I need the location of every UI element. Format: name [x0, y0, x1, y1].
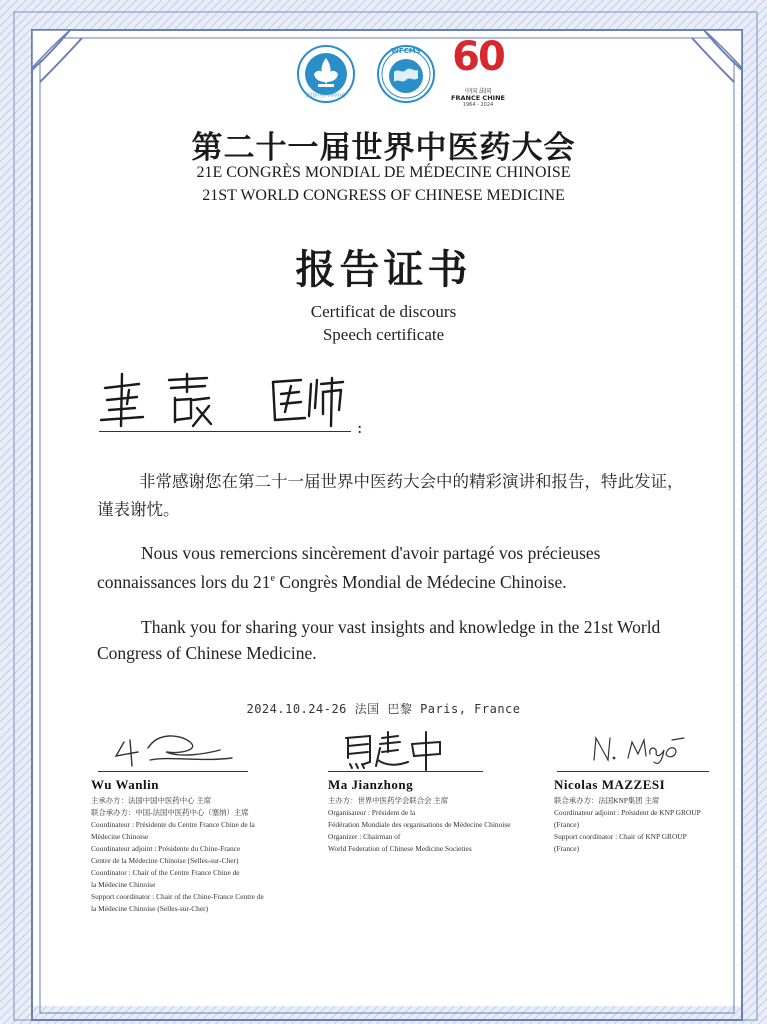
anniversary-logo-line1: 中国 法国	[465, 88, 491, 95]
recipient-handwritten-name	[95, 370, 355, 430]
signatory-1-line: Coordinateur adjoint : Présidente du Chine-France	[91, 844, 241, 853]
signatory-name-1: Wu Wanlin	[91, 777, 159, 792]
certificate-title-en: Speech certificate	[322, 325, 445, 344]
signatory-name-2: Ma Jianzhong	[328, 777, 414, 792]
body-text-fr-part2: Congrès Mondial de Médecine Chinoise.	[274, 571, 567, 592]
event-date-place: 2024.10.24-26 法国 巴黎 Paris, France	[246, 702, 521, 716]
signatory-1-line: Centre de la Médecine Chinoise (Selles-sur-Cher)	[91, 856, 239, 865]
signatory-2-line: 主办方：世界中医药学会联合会 主席	[328, 796, 449, 805]
recipient-colon: :	[357, 418, 363, 437]
signature-nicolas-mazzesi	[588, 732, 688, 768]
signature-wu-wanlin	[110, 728, 240, 770]
congress-title-en: 21ST WORLD CONGRESS OF CHINESE MEDICINE	[202, 187, 565, 204]
recipient-name-line	[99, 431, 351, 432]
tcm-centre-logo-label: 法国中医中药中心	[305, 93, 346, 99]
signatory-2-line: Fédération Mondiale des organisations de Médecine Chinoise	[328, 820, 511, 829]
signatory-2-line: Organisateur : Président de la	[328, 808, 416, 817]
congress-title-fr: 21E CONGRÈS MONDIAL DE MÉDECINE CHINOISE	[196, 164, 571, 181]
signature-line-2	[328, 771, 483, 772]
wfcms-logo-label: WFCMS	[391, 47, 421, 55]
body-text-fr	[97, 540, 697, 595]
certificate-title-zh: 报告证书	[295, 247, 472, 293]
signatory-details-1	[91, 795, 301, 915]
body-text-en: Thank you for sharing your vast insights and knowledge in the 21st World Congress of Chinese Medicine.	[97, 617, 661, 663]
signatory-1-line: Coordinator : Chair of the Centre France Chine de	[91, 868, 240, 877]
signatory-1-line: la Médecine Chinoise	[91, 880, 156, 889]
signatory-3-line: Coordinateur adjoint : Président de KNP GROUP	[554, 808, 701, 817]
body-text-fr-superscript: e	[270, 573, 275, 584]
signatory-3-line: (France)	[554, 820, 580, 829]
signatory-2-line: World Federation of Chinese Medicine Societies	[328, 844, 472, 853]
signatory-details-2	[328, 795, 538, 855]
signature-line-1	[98, 771, 248, 772]
signatory-3-line: Support coordinator : Chair of KNP GROUP	[554, 832, 687, 841]
signatory-1-line: 主承办方：法国中国中医药中心 主席	[91, 796, 212, 805]
signatory-1-line: Coordinateur : Présidente du Centre France Chine de la	[91, 820, 255, 829]
certificate-title-fr: Certificat de discours	[310, 302, 457, 321]
signatory-1-line: Médecine Chinoise	[91, 832, 149, 841]
signatory-3-line: 联合承办方：法国KNP集团 主席	[554, 796, 660, 805]
signatory-details-3	[554, 795, 734, 855]
anniversary-logo-line2: FRANCE CHINE	[451, 94, 505, 102]
anniversary-logo-line3: 1964 - 2024	[462, 102, 494, 108]
signatory-3-line: (France)	[554, 844, 580, 853]
congress-title-zh: 第二十一届世界中医药大会	[191, 130, 576, 166]
signatory-1-line: 联合承办方：中国-法国中医药中心（塞纳）主席	[91, 808, 249, 817]
body-text-fr-part1: Nous vous remercions sincèrement d'avoir partagé vos précieuses connaissances lors du 21	[97, 543, 601, 592]
signature-ma-jianzhong	[340, 730, 450, 772]
body-text-zh: 非常感谢您在第二十一届世界中医药大会中的精彩演讲和报告，特此发证，谨表谢忱。	[97, 472, 684, 519]
signature-line-3	[557, 771, 709, 772]
signatory-2-line: Organizer : Chairman of	[328, 832, 401, 841]
signatory-name-3: Nicolas MAZZESI	[554, 777, 666, 792]
signatory-1-line: Support coordinator : Chair of the Chine-France Centre de	[91, 892, 264, 901]
signatory-1-line: la Médecine Chinoise (Selles-sur-Cher)	[91, 904, 209, 913]
anniversary-logo-number: 60	[452, 34, 504, 80]
